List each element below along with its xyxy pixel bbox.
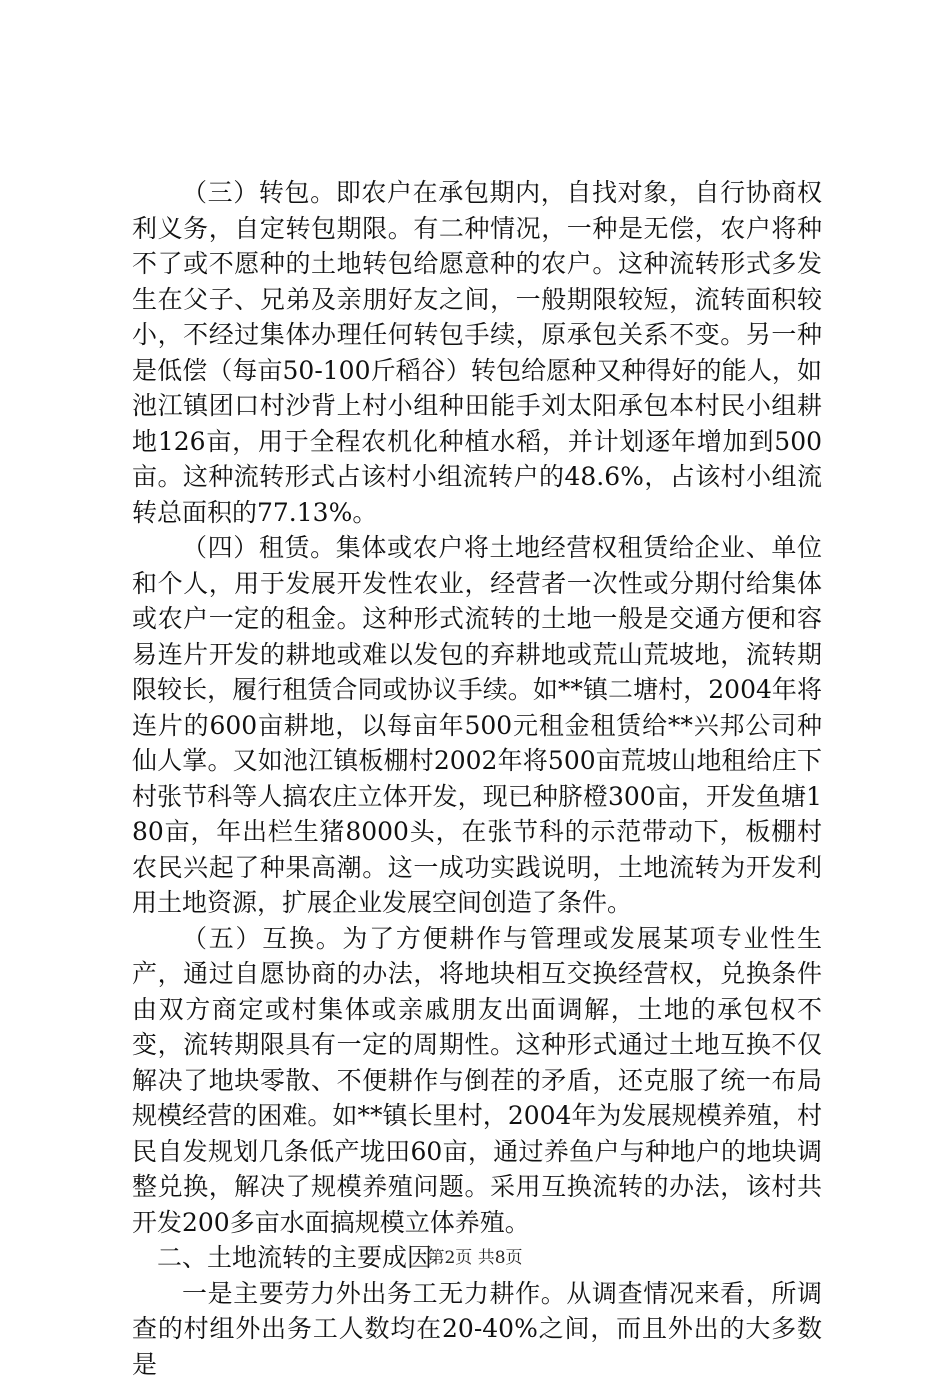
section-heading: 二、土地流转的主要成因 [132,1240,822,1276]
paragraph-transfer-subcontract: （三）转包。即农户在承包期内，自找对象，自行协商权利义务，自定转包期限。有二种情况，一种是无偿，农户将种不了或不愿种的土地转包给愿意种的农户。这种流转形式多发生在父子、兄弟及亲朋好友之间，一般期限较短，流转面积较小，不经过集体办理任何转包手续，原承包关系不变。另一种是低偿（每亩50-100斤稻谷）转包给愿种又种得好的能人，如池江镇团口村沙背上村小组种田能手刘太阳承包本村民小组耕地126亩，用于全程农机化种植水稻，并计划逐年增加到500亩。这种流转形式占该村小组流转户的48.6%，占该村小组流转总面积的77.13%。 [132,175,822,530]
document-body [132,175,822,1382]
paragraph-exchange: （五）互换。为了方便耕作与管理或发展某项专业性生产，通过自愿协商的办法，将地块相互交换经营权，兑换条件由双方商定或村集体或亲戚朋友出面调解，土地的承包权不变，流转期限具有一定的周期性。这种形式通过土地互换不仅解决了地块零散、不便耕作与倒茬的矛盾，还克服了统一布局规模经营的困难。如**镇长里村，2004年为发展规模养殖，村民自发规划几条低产垅田60亩，通过养鱼户与种地户的地块调整兑换，解决了规模养殖问题。采用互换流转的办法，该村共开发200多亩水面搞规模立体养殖。 [132,921,822,1241]
paragraph-cause-one: 一是主要劳力外出务工无力耕作。从调查情况来看，所调查的村组外出务工人数均在20-40%之间，而且外出的大多数是 [132,1276,822,1382]
page-footer: 第2页 共8页 [0,1243,950,1268]
paragraph-lease: （四）租赁。集体或农户将土地经营权租赁给企业、单位和个人，用于发展开发性农业，经营者一次性或分期付给集体或农户一定的租金。这种形式流转的土地一般是交通方便和容易连片开发的耕地或难以发包的弃耕地或荒山荒坡地，流转期限较长，履行租赁合同或协议手续。如**镇二塘村，2004年将连片的600亩耕地，以每亩年500元租金租赁给**兴邦公司种仙人掌。又如池江镇板棚村2002年将500亩荒坡山地租给庄下村张节科等人搞农庄立体开发，现已种脐橙300亩，开发鱼塘180亩，年出栏生猪8000头，在张节科的示范带动下，板棚村农民兴起了种果高潮。这一成功实践说明，土地流转为开发利用土地资源，扩展企业发展空间创造了条件。 [132,530,822,921]
